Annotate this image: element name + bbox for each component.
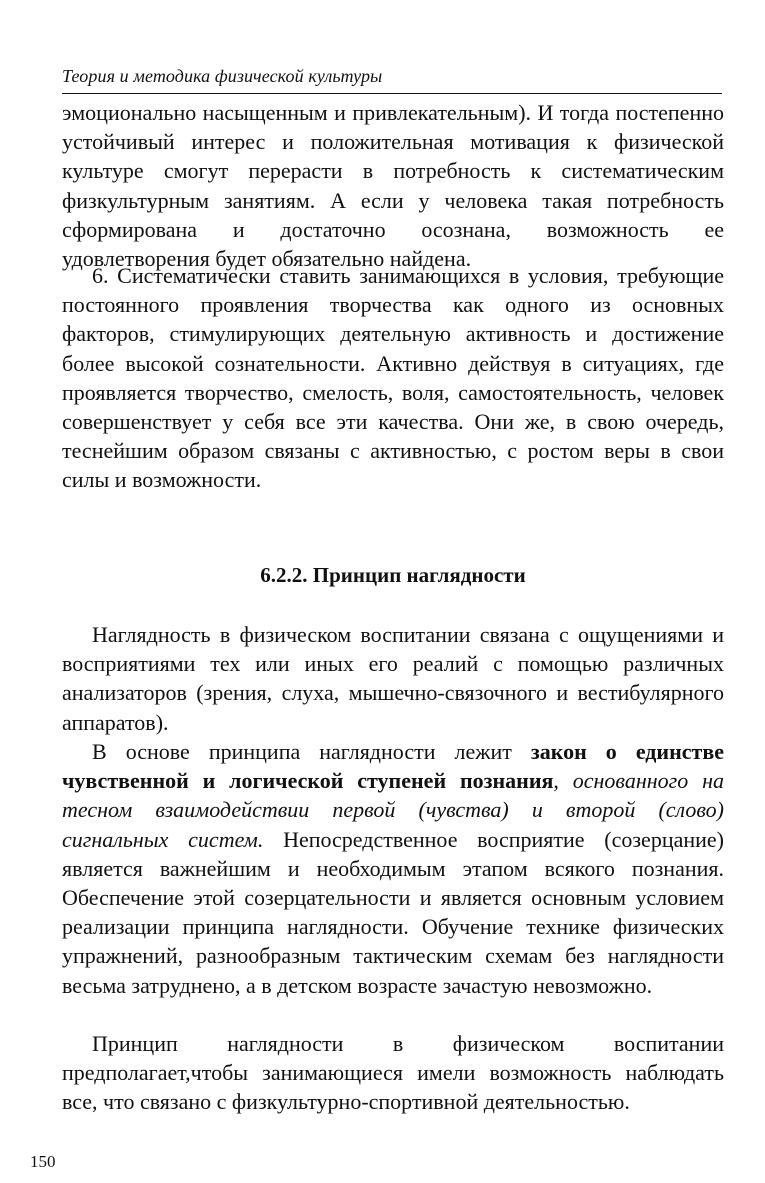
paragraph-5: Принцип наглядности в физическом воспитании предполагает,чтобы занимающиеся имели возможность наблюдать все, что связано с физкультурно-спортивной деятельностью.: [62, 1031, 724, 1115]
header-rule: [62, 93, 722, 94]
paragraph-3: Наглядность в физическом воспитании связана с ощущениями и восприятиями тех или иных его реалий с помощью различных анализаторов (зрения, слуха, мышечно-связочного и вестибулярного аппаратов).: [62, 622, 724, 735]
running-head: Теория и методика физической культуры: [62, 66, 383, 86]
p4-rest: Непосредственное восприятие (созерцание) является важнейшим и необходимым этапом всякого познания. Обеспечение этой созерцательности и является основным условием реализации принципа наглядности. Обучение технике физических упражнений, разнообразным тактическим схемам без наглядности весьма затруднено, а в детском возрасте зачастую невозможно.: [62, 826, 724, 998]
paragraph-1: эмоционально насыщенным и привлекательным). И тогда постепенно устойчивый интерес и положительная мотивация к физической культуре смогут перерасти в потребность к систематическим физкультурным занятиям. А если у человека такая потребность сформирована и достаточно осознана, возможность ее удовлетворения будет обязательно найдена.: [62, 100, 724, 272]
p4-lead: В основе принципа наглядности лежит: [92, 739, 531, 764]
page-number: 150: [30, 1152, 56, 1171]
paragraph-visibility-assumes: [62, 1029, 724, 1117]
section-title: 6.2.2. Принцип наглядности: [260, 563, 526, 587]
p4-comma: ,: [553, 768, 573, 794]
paragraph-visibility-principle: [62, 737, 724, 1000]
paragraph-continuation: [62, 98, 724, 273]
p4-bold-law: закон о единстве чувственной и логической ступеней познания: [62, 739, 725, 794]
paragraph-2: 6. Систематически ставить занимающихся в условия, требующие постоянного проявления творчества как одного из основных факторов, стимулирующих деятельную активность и достижение более высокой сознательности. Активно действуя в ситуациях, где проявляется творчество, смелость, воля, самостоятельность, человек совершенствует у себя все эти качества. Они же, в свою очередь, теснейшим образом связаны с активностью, с ростом веры в свои силы и возможности.: [62, 263, 724, 493]
p4-italic: основанного на тесном взаимодействии первой (чувства) и второй (слово) сигнальных систем.: [62, 768, 724, 852]
paragraph-item-6: [62, 261, 724, 495]
paragraph-visibility-definition: [62, 620, 724, 737]
paragraph-4: [62, 737, 724, 1000]
